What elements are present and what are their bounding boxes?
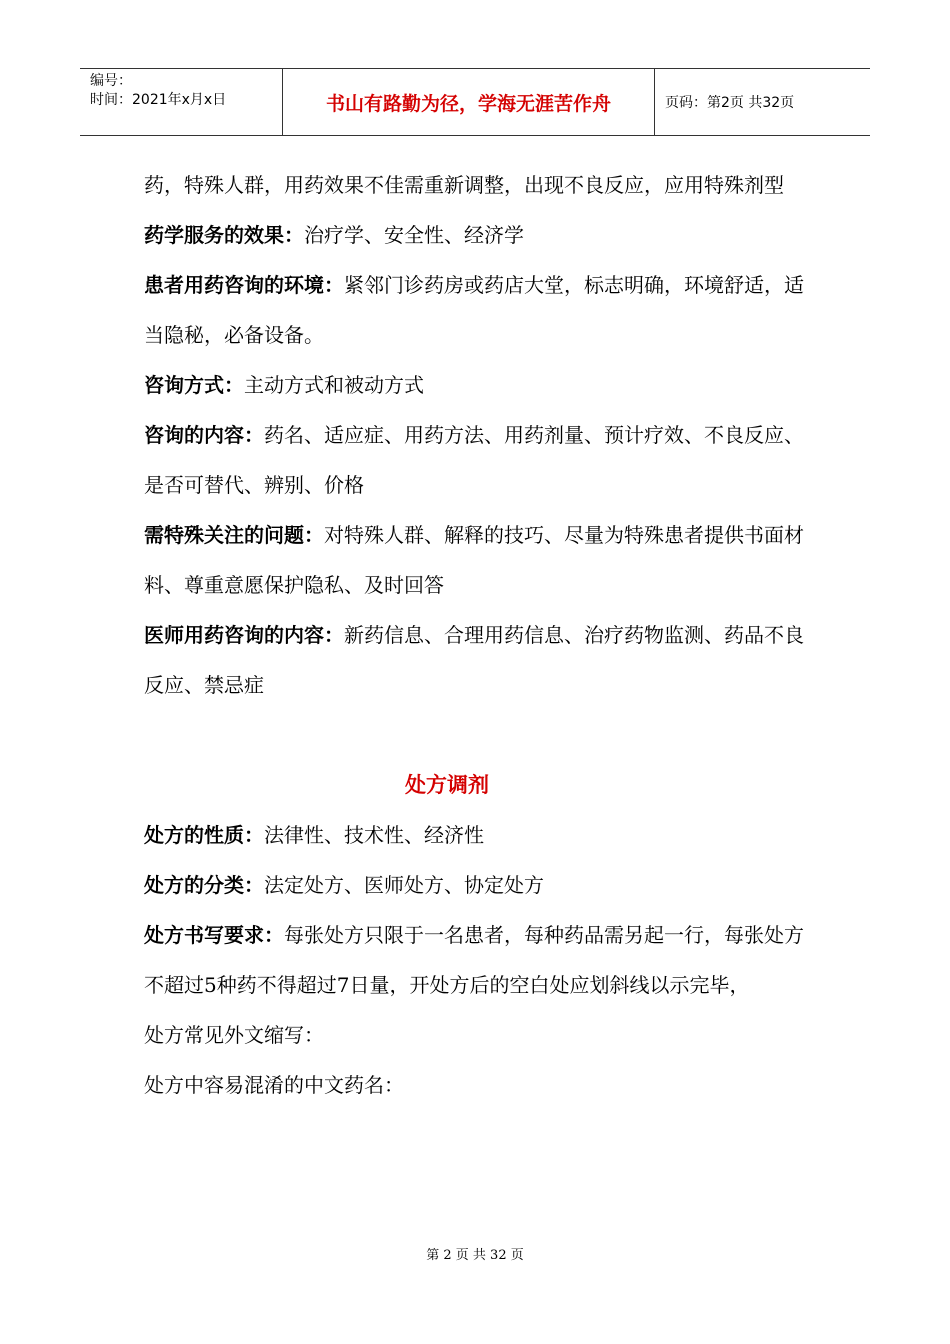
term-label: 处方的性质： (144, 823, 264, 847)
section-heading: 处方调剂 (405, 773, 489, 797)
header-page-info: 页码：第2页 共32页 (665, 95, 795, 111)
paragraph: 处方中容易混淆的中文药名： (144, 1073, 404, 1097)
term-label: 药学服务的效果： (144, 223, 304, 247)
document-body (144, 160, 814, 1110)
paragraph: 咨询方式：主动方式和被动方式 (144, 373, 424, 397)
paragraph: 医师用药咨询的内容：新药信息、合理用药信息、治疗药物监测、药品不良反应、禁忌症 (144, 623, 804, 697)
paragraph: 药学服务的效果：治疗学、安全性、经济学 (144, 223, 524, 247)
paragraph: 需特殊关注的问题：对特殊人群、解释的技巧、尽量为特殊患者提供书面材料、尊重意愿保护隐私、及时回答 (144, 523, 804, 597)
paragraph: 处方书写要求：每张处方只限于一名患者，每种药品需另起一行，每张处方不超过5种药不得超过7日量，开处方后的空白处应划斜线以示完毕， (144, 923, 804, 997)
paragraph: 患者用药咨询的环境：紧邻门诊药房或药店大堂，标志明确，环境舒适，适当隐秘，必备设备。 (144, 273, 804, 347)
page-footer: 第 2 页 共 32 页 (426, 1248, 524, 1263)
term-label: 咨询方式： (144, 373, 244, 397)
document-date: 时间：2021年x月x日 (90, 92, 227, 108)
paragraph: 处方的性质：法律性、技术性、经济性 (144, 823, 484, 847)
paragraph: 咨询的内容：药名、适应症、用药方法、用药剂量、预计疗效、不良反应、是否可替代、辨别、价格 (144, 423, 804, 497)
header-motto: 书山有路勤为径，学海无涯苦作舟 (283, 69, 655, 135)
term-label: 患者用药咨询的环境： (144, 273, 344, 297)
header-meta (80, 69, 283, 135)
term-label: 咨询的内容： (144, 423, 264, 447)
term-label: 处方书写要求： (144, 923, 284, 947)
paragraph: 处方常见外文缩写： (144, 1023, 324, 1047)
paragraph: 药，特殊人群，用药效果不佳需重新调整，出现不良反应，应用特殊剂型 (144, 173, 784, 197)
paragraph: 处方的分类：法定处方、医师处方、协定处方 (144, 873, 544, 897)
document-number-label: 编号： (90, 73, 132, 89)
page-header (80, 68, 870, 136)
term-label: 处方的分类： (144, 873, 264, 897)
term-label: 需特殊关注的问题： (144, 523, 324, 547)
term-label: 医师用药咨询的内容： (144, 623, 344, 647)
